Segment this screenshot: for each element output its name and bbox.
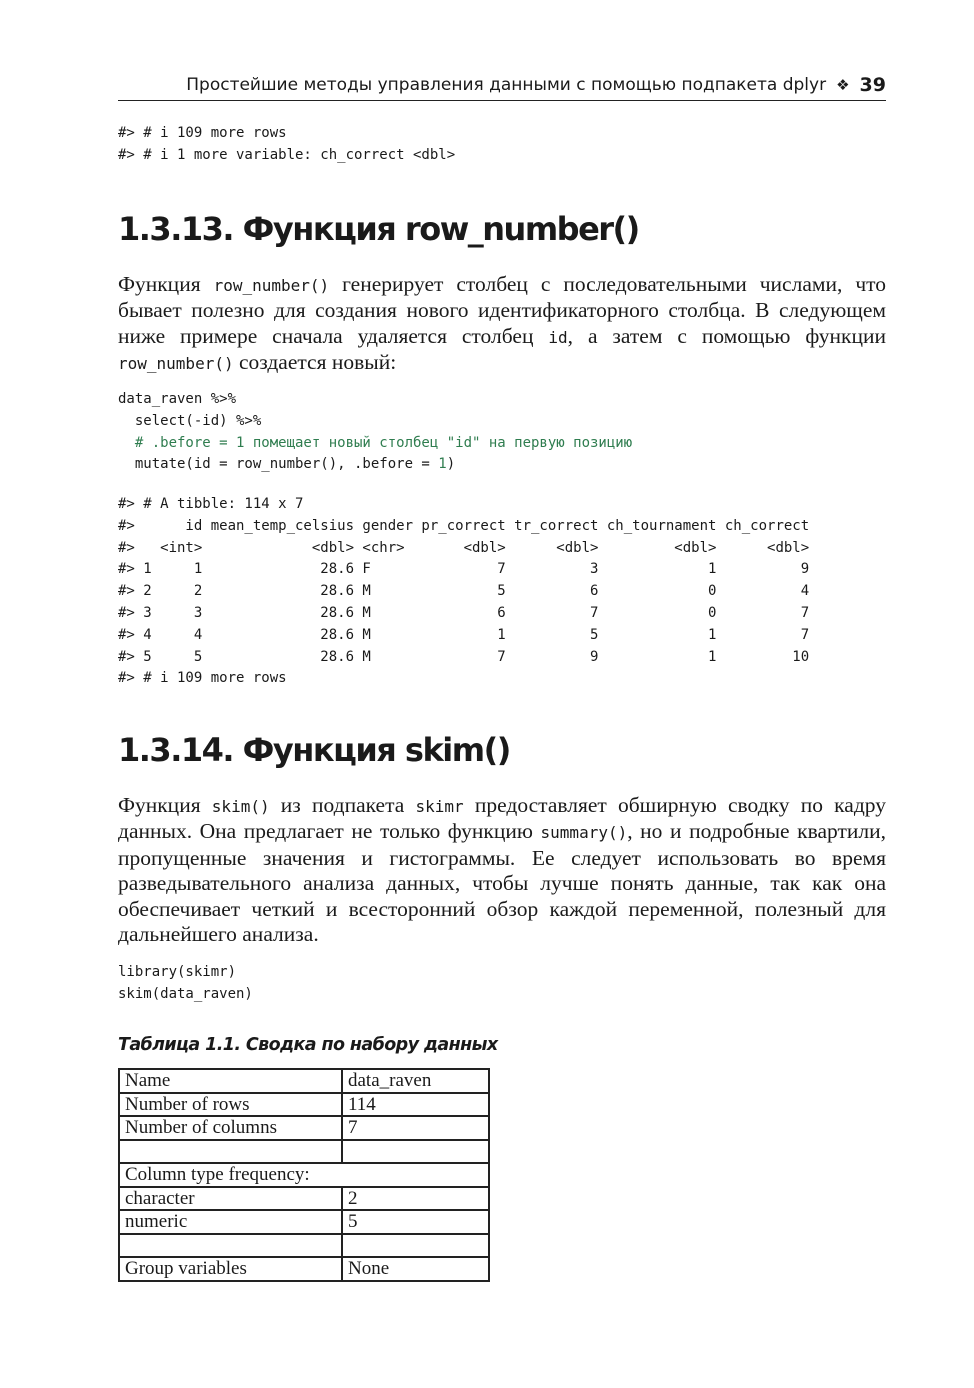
code-number: 1 [438,456,447,473]
code-line: select(-id) %>% [118,412,262,429]
code-line: #> 2 2 28.6 M 5 6 0 4 [118,583,810,600]
table-cell-value [342,1234,489,1258]
code-block-skim [118,962,253,1006]
summary-table [118,1068,490,1282]
paragraph-row-number: Функция row_number() генерирует столбец с последовательными числами, что бывает полезно для создания нового идентификаторного столбца. В следующем ниже примере сначала удаляется столбец id, а затем с помощью функции row_number() создается новый: [118,272,887,375]
table-cell-label: character [119,1187,342,1211]
table-row [119,1140,489,1164]
code-line: #> 5 5 28.6 M 7 9 1 10 [118,648,810,665]
code-line: #> # i 109 more rows [118,670,287,687]
table-cell-label: numeric [119,1210,342,1234]
table-row [119,1187,489,1211]
code-comment: # .before = 1 помещает новый столбец "id" на первую позицию [118,434,633,451]
table-row [119,1069,489,1093]
table-cell-value [342,1140,489,1164]
table-cell-label: Name [119,1069,342,1093]
inline-code: id [548,327,568,347]
section-heading-skim: 1.3.14. Функция skim() [118,731,510,769]
code-line: data_raven %>% [118,391,237,407]
table-cell-label: Column type frequency: [119,1163,489,1187]
table-cell-label: Number of columns [119,1116,342,1140]
table-row [119,1210,489,1234]
inline-code: summary() [540,823,628,843]
code-line: library(skimr) [118,964,237,980]
code-line: #> <int> <dbl> <chr> <dbl> <dbl> <dbl> <dbl> [118,539,810,556]
table-caption: Таблица 1.1. Сводка по набору данных [118,1035,498,1055]
code-output-top [118,123,455,167]
inline-code: row_number() [118,354,234,374]
code-block-pipeline [118,389,632,476]
section-heading-row-number: 1.3.13. Функция row_number() [118,210,639,248]
table-cell-label [119,1234,342,1258]
running-header-title: Простейшие методы управления данными с помощью подпакета dplyr [186,75,827,95]
code-line: mutate(id = row_number(), .before = 1) [118,456,456,473]
table-cell-value: None [342,1257,489,1281]
table-cell-label: Number of rows [119,1093,342,1117]
table-row [119,1116,489,1140]
table-cell-value: data_raven [342,1069,489,1093]
diamond-ornament-icon: ❖ [836,76,850,94]
code-line: #> # i 1 more variable: ch_correct <dbl> [118,146,456,163]
table-row [119,1234,489,1258]
table-cell-value: 2 [342,1187,489,1211]
table-cell-value: 5 [342,1210,489,1234]
code-line: #> 1 1 28.6 F 7 3 1 9 [118,561,810,578]
code-output-tibble [118,494,809,690]
code-line: #> # i 109 more rows [118,125,287,141]
table-row [119,1093,489,1117]
code-line: skim(data_raven) [118,985,253,1002]
page-number: 39 [859,74,886,96]
running-header [118,70,886,101]
code-line: #> 3 3 28.6 M 6 7 0 7 [118,604,810,621]
code-line: #> # A tibble: 114 x 7 [118,496,304,512]
inline-code: skimr [415,797,464,816]
table-cell-label [119,1140,342,1164]
code-line: #> id mean_temp_celsius gender pr_correct tr_correct ch_tournament ch_correct [118,517,810,534]
paragraph-skim: Функция skim() из подпакета skimr предоставляет обширную сводку по кадру данных. Она предлагает не только функцию summary(), но и подробные квартили, пропущенные значения и гистограммы. Ее следует использовать во время разведывательного анализа данных, чтобы лучше понять данные, так как она обеспечивает четкий и всесторонний обзор каждой переменной, полезный для дальнейшего анализа. [118,793,887,947]
inline-code: row_number() [213,276,330,295]
inline-code: skim() [211,797,270,816]
table-cell-value: 7 [342,1116,489,1140]
table-row [119,1163,489,1187]
table-cell-value: 114 [342,1093,489,1117]
code-line: #> 4 4 28.6 M 1 5 1 7 [118,626,810,643]
table-cell-label: Group variables [119,1257,342,1281]
table-row [119,1257,489,1281]
